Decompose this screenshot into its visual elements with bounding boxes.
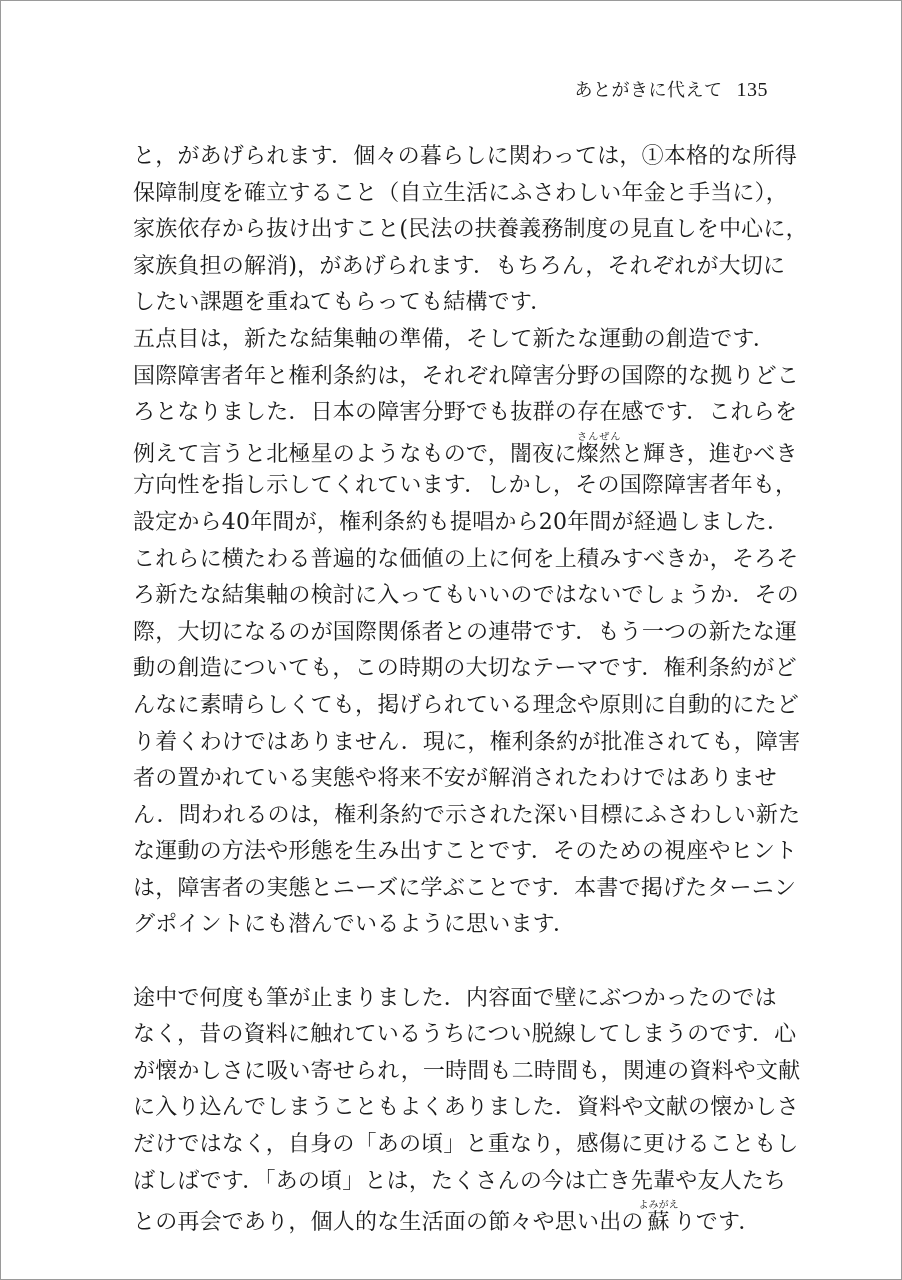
text-line: が懐かしさに吸い寄せられ，一時間も二時間も，関連の資料や文献: [133, 1058, 801, 1084]
text-line: 途中で何度も筆が止まりました．内容面で壁にぶつかったのでは: [133, 985, 777, 1011]
text-line: 家族負担の解消)，があげられます．もちろん，それぞれが大切に: [133, 253, 786, 279]
text-line: 五点目は，新たな結集軸の準備，そして新たな運動の創造です．: [133, 326, 776, 352]
text-segment: りです．: [673, 1210, 761, 1236]
text-line: 動の創造についても，この時期の大切なテーマです．権利条約がど: [133, 656, 797, 682]
ruby-reading: よみがえ: [638, 1200, 679, 1212]
text-line: ばしばです．「あの頃」とは，たくさんの今は亡き先輩や友人たち: [133, 1168, 787, 1194]
text-line: と，があげられます．個々の暮らしに関わっては，①本格的な所得: [133, 144, 798, 169]
ruby-annotation: [576, 431, 621, 467]
text-line: 家族依存から抜け出すこと(民法の扶養義務制度の見直しを中心に，: [133, 217, 808, 243]
text-line: ろとなりました．日本の障害分野でも抜群の存在感です．これらを: [133, 400, 798, 426]
text-line: 方向性を指し示してくれています．しかし，その国際障害者年も，: [133, 473, 798, 499]
text-line: なく，昔の資料に触れているうちについ脱線してしまうのです．心: [133, 1022, 797, 1048]
text-line: 者の置かれている実態や将来不安が解消されたわけではありませ: [133, 766, 777, 792]
text-line: に入り込んでしまうこともよくありました．資料や文献の懐かしさ: [133, 1095, 800, 1121]
text-line: だけではなく，自身の「あの頃」と重なり，感傷に更けることもし: [133, 1132, 799, 1158]
page-number: 135: [736, 79, 768, 101]
text-segment: との再会であり，個人的な生活面の節々や思い出の: [133, 1210, 644, 1236]
text-line: 保障制度を確立すること（自立生活にふさわしい年金と手当に），: [133, 180, 789, 206]
text-line: グポイントにも潜んでいるように思います．: [133, 912, 576, 938]
text-line-with-ruby: [133, 1200, 773, 1237]
section-break: [133, 944, 773, 981]
text-line: な運動の方法や形態を生み出すことです．そのための視座やヒント: [133, 839, 798, 865]
text-line: り着くわけではありません．現に，権利条約が批准されても，障害: [133, 729, 801, 755]
ruby-annotation: [638, 1200, 679, 1236]
text-line: は，障害者の実態とニーズに学ぶことです．本書で掲げたターニン: [133, 875, 797, 901]
ruby-reading: さんぜん: [576, 431, 621, 443]
text-line: 際，大切になるのが国際関係者との連帯です．もう一つの新たな運: [133, 619, 798, 645]
body-text: [133, 139, 808, 1237]
text-segment: と輝き，進むべき: [620, 441, 798, 467]
text-segment: 例えて言うと北極星のようなもので，闇夜に: [133, 441, 577, 467]
text-line: したい課題を重ねてもらっても結構です．: [133, 290, 553, 316]
text-line: ろ新たな結集軸の検討に入ってもいいのではないでしょうか．その: [133, 583, 800, 609]
text-line: 設定から40年間が，権利条約も提唱から20年間が経過しました．: [133, 509, 790, 535]
text-line: これらに横たわる普遍的な価値の上に何を上積みすべきか，そろそ: [133, 546, 799, 572]
text-line: ん．問われるのは，権利条約で示された深い目標にふさわしい新た: [133, 802, 801, 828]
section-title: あとがきに代えて: [574, 80, 723, 101]
ruby-base: 蘇: [638, 1210, 679, 1236]
ruby-base: 燦然: [576, 441, 621, 467]
text-line: んなに素晴らしくても，掲げられている理念や原則に自動的にたど: [133, 692, 800, 718]
text-line: 国際障害者年と権利条約は，それぞれ障害分野の国際的な拠りどこ: [133, 363, 800, 389]
running-head: [575, 77, 769, 104]
text-line-with-ruby: [133, 431, 798, 469]
